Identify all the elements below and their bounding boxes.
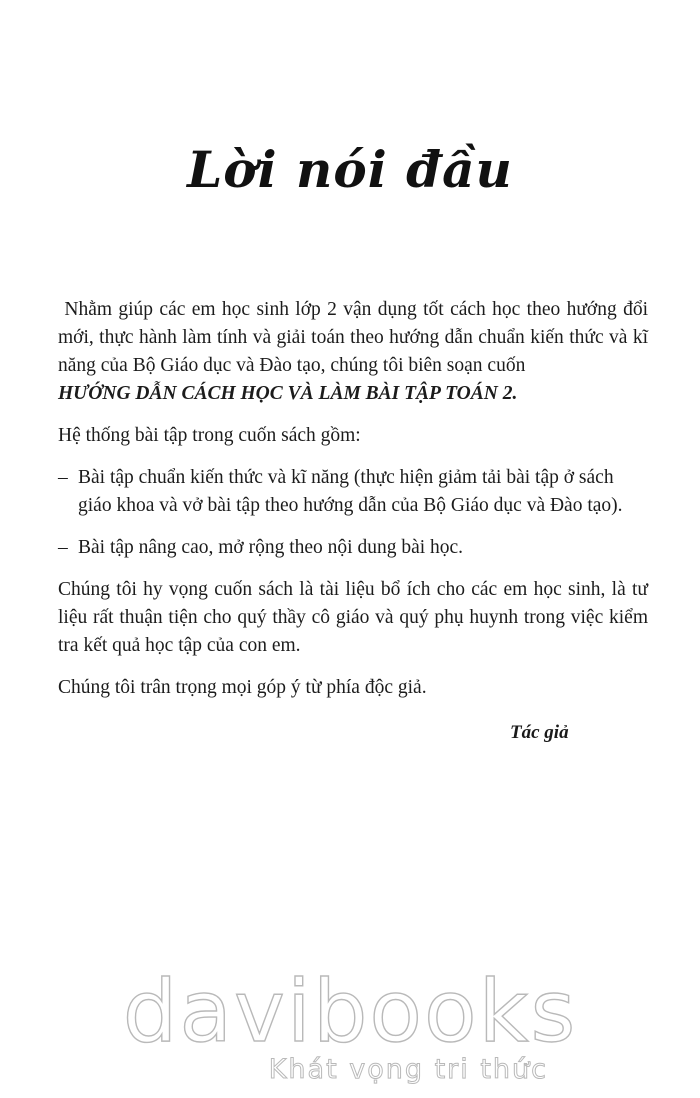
system-intro-paragraph: Hệ thống bài tập trong cuốn sách gồm: [58, 425, 361, 446]
bullet-dash: – [58, 537, 68, 558]
bullet-dash: – [58, 467, 68, 488]
author-signature: Tác giả [510, 722, 569, 743]
preface-body [58, 296, 648, 716]
page-title: Lời nói đầu [187, 140, 513, 199]
list-item [58, 534, 648, 562]
bullet-text: Bài tập nâng cao, mở rộng theo nội dung bài học. [78, 537, 464, 558]
intro-text: Nhằm giúp các em học sinh lớp 2 vận dụng tốt cách học theo hướng đổi mới, thực hành làm tính và giải toán theo hướng dẫn chuẩn kiến thức và kĩ năng của Bộ Giáo dục và Đào tạo, chúng tôi biên soạn cuốn [58, 299, 649, 376]
thanks-paragraph: Chúng tôi trân trọng mọi góp ý từ phía độc giả. [58, 677, 427, 698]
watermark-brand: davibooks [122, 962, 578, 1062]
book-title: HƯỚNG DẪN CÁCH HỌC VÀ LÀM BÀI TẬP TOÁN 2. [58, 383, 518, 404]
hope-paragraph: Chúng tôi hy vọng cuốn sách là tài liệu bổ ích cho các em học sinh, là tư liệu rất thuận tiện cho quý thầy cô giáo và quý phụ huynh trong việc kiểm tra kết quả học tập của con em. [58, 579, 648, 656]
intro-paragraph [58, 296, 648, 408]
watermark-tagline: Khát vọng tri thức [268, 1054, 548, 1085]
bullet-text: Bài tập chuẩn kiến thức và kĩ năng (thực hiện giảm tải bài tập ở sách giáo khoa và vở bài tập theo hướng dẫn của Bộ Giáo dục và Đào tạo). [78, 467, 623, 516]
list-item [58, 464, 648, 520]
